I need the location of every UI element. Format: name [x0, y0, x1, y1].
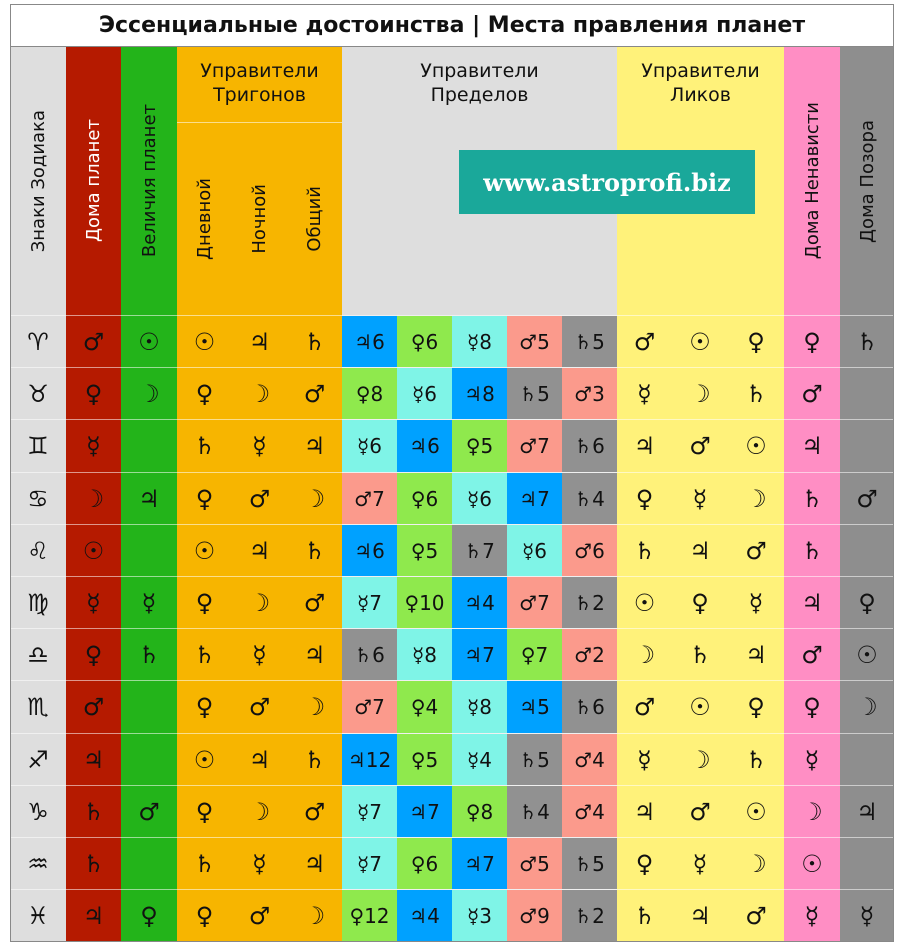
term-cell: ♂7 — [342, 681, 397, 733]
face-cell: ♃ — [745, 640, 767, 669]
sign-cell: ♋ — [27, 484, 49, 513]
exaltation-cell: ☉ — [138, 327, 160, 356]
face-cell: ☽ — [689, 745, 711, 774]
term-cell: ♂5 — [507, 838, 562, 889]
term-cell: ♃5 — [507, 681, 562, 733]
sign-cell: ♌ — [27, 536, 49, 565]
common-ruler-cell: ♃ — [303, 640, 326, 669]
header-houses-text: Дома планет — [83, 119, 104, 243]
house-cell: ♂ — [82, 693, 105, 721]
exaltation-cell: ☿ — [141, 588, 157, 617]
night-ruler-cell: ☿ — [252, 432, 267, 460]
face-cell: ☽ — [745, 849, 767, 878]
exaltation-cell — [121, 525, 177, 576]
face-cell: ♂ — [745, 901, 767, 930]
row-divider — [10, 941, 894, 942]
face-cell: ☿ — [637, 379, 652, 408]
term-cell: ♂7 — [342, 473, 397, 524]
night-ruler-cell: ♃ — [248, 745, 271, 774]
term-cell: ♀6 — [397, 473, 452, 524]
fall-cell — [840, 368, 894, 419]
day-ruler-cell: ♄ — [193, 432, 216, 460]
term-cell: ♃7 — [452, 838, 507, 889]
night-ruler-cell: ♃ — [248, 327, 271, 356]
header-night — [232, 122, 287, 315]
header-common-text: Общий — [304, 185, 325, 252]
day-ruler-cell: ♄ — [193, 640, 216, 669]
face-cell: ♄ — [745, 745, 767, 774]
header-signs-text: Знаки Зодиака — [27, 109, 49, 253]
house-cell: ♃ — [82, 745, 105, 774]
face-cell: ☿ — [637, 745, 652, 774]
term-cell: ♀10 — [397, 577, 452, 628]
common-ruler-cell: ♄ — [303, 536, 326, 565]
night-ruler-cell: ♃ — [248, 536, 271, 565]
face-cell: ♃ — [689, 901, 711, 930]
house-cell: ☽ — [82, 484, 105, 513]
term-cell: ♂7 — [507, 577, 562, 628]
night-ruler-cell: ☽ — [248, 797, 271, 826]
term-cell: ♀12 — [342, 890, 397, 941]
header-terms-group: Управители Пределов — [420, 60, 539, 106]
term-cell: ☿7 — [342, 838, 397, 889]
face-cell: ☿ — [692, 849, 708, 878]
detriment-cell: ♀ — [803, 327, 821, 356]
term-cell: ♃6 — [397, 420, 452, 472]
term-cell: ♂6 — [562, 525, 617, 576]
header-exaltation — [121, 47, 177, 315]
fall-cell — [840, 420, 894, 472]
house-cell: ☿ — [86, 432, 101, 460]
face-cell: ♂ — [745, 536, 767, 565]
common-ruler-cell: ♄ — [303, 745, 326, 774]
house-cell: ♄ — [82, 797, 105, 826]
face-cell: ♃ — [689, 536, 711, 565]
term-cell: ♃7 — [452, 629, 507, 680]
night-ruler-cell: ☿ — [252, 849, 267, 878]
face-cell: ♂ — [689, 797, 711, 826]
fall-cell — [840, 734, 894, 785]
term-cell: ♄5 — [562, 316, 617, 367]
detriment-cell: ♂ — [801, 640, 823, 669]
house-cell: ☿ — [86, 588, 101, 617]
house-cell: ♀ — [84, 379, 103, 408]
night-ruler-cell: ☽ — [248, 379, 271, 408]
detriment-cell: ☿ — [804, 745, 820, 774]
term-cell: ☿6 — [452, 473, 507, 524]
term-cell: ☿7 — [342, 577, 397, 628]
common-ruler-cell: ☽ — [303, 484, 326, 513]
term-cell: ♄2 — [562, 577, 617, 628]
face-cell: ♄ — [633, 536, 656, 565]
face-cell: ♂ — [633, 327, 656, 356]
common-ruler-cell: ♄ — [303, 327, 326, 356]
sign-cell: ♑ — [27, 797, 49, 826]
term-cell: ☿8 — [452, 316, 507, 367]
exaltation-cell — [121, 420, 177, 472]
term-cell: ♃8 — [452, 368, 507, 419]
sign-cell: ♏ — [27, 693, 49, 721]
day-ruler-cell: ♄ — [193, 849, 216, 878]
header-night-text: Ночной — [249, 183, 270, 254]
face-cell: ☉ — [633, 588, 656, 617]
term-cell: ♃7 — [397, 786, 452, 837]
term-cell: ♂9 — [507, 890, 562, 941]
header-common — [287, 122, 342, 315]
sign-cell: ♍ — [27, 588, 49, 617]
exaltation-cell: ♃ — [138, 484, 160, 513]
day-ruler-cell: ♀ — [195, 379, 214, 408]
common-ruler-cell: ♂ — [303, 588, 326, 617]
face-cell: ♃ — [633, 797, 656, 826]
face-cell: ♀ — [635, 849, 654, 878]
night-ruler-cell: ♂ — [248, 484, 271, 513]
day-ruler-cell: ♀ — [195, 484, 214, 513]
face-cell: ☽ — [689, 379, 711, 408]
face-cell: ☽ — [633, 640, 656, 669]
term-cell: ♃4 — [397, 890, 452, 941]
term-cell: ♃4 — [452, 577, 507, 628]
face-cell: ♄ — [633, 901, 656, 930]
detriment-cell: ♃ — [801, 588, 823, 617]
sign-cell: ♐ — [27, 745, 49, 774]
exaltation-cell — [121, 838, 177, 889]
day-ruler-cell: ♀ — [195, 693, 214, 721]
face-cell: ☽ — [745, 484, 767, 513]
term-cell: ♀8 — [342, 368, 397, 419]
term-cell: ♄4 — [562, 473, 617, 524]
sign-cell: ♒ — [27, 849, 49, 878]
common-ruler-cell: ☽ — [303, 901, 326, 930]
fall-cell: ♀ — [858, 588, 876, 617]
term-cell: ♀5 — [397, 734, 452, 785]
fall-cell: ♂ — [856, 484, 878, 513]
fall-cell: ☽ — [856, 693, 878, 721]
house-cell: ♀ — [84, 640, 103, 669]
website-banner[interactable]: www.astroprofi.biz — [459, 150, 755, 214]
sign-cell: ♎ — [27, 640, 49, 669]
term-cell: ☿8 — [397, 629, 452, 680]
term-cell: ♂4 — [562, 786, 617, 837]
term-cell: ♄6 — [562, 681, 617, 733]
face-cell: ♄ — [689, 640, 711, 669]
term-cell: ☿3 — [452, 890, 507, 941]
term-cell: ☿7 — [342, 786, 397, 837]
night-ruler-cell: ♂ — [248, 693, 271, 721]
sign-cell: ♊ — [27, 432, 49, 460]
header-day-text: Дневной — [194, 177, 215, 260]
term-cell: ♀6 — [397, 316, 452, 367]
fall-cell — [840, 838, 894, 889]
term-cell: ☿4 — [452, 734, 507, 785]
common-ruler-cell: ♃ — [303, 432, 326, 460]
face-cell: ☉ — [689, 693, 711, 721]
face-cell: ☉ — [689, 327, 711, 356]
face-cell: ☉ — [745, 797, 767, 826]
term-cell: ♄5 — [507, 734, 562, 785]
header-detriment-text: Дома Ненависти — [801, 102, 823, 260]
header-triplicity-group: Управители Тригонов — [200, 60, 319, 106]
term-cell: ♃7 — [507, 473, 562, 524]
term-cell: ♄4 — [507, 786, 562, 837]
night-ruler-cell: ☿ — [252, 640, 267, 669]
term-cell: ♀4 — [397, 681, 452, 733]
house-cell: ♄ — [82, 849, 105, 878]
face-cell: ♀ — [747, 693, 765, 721]
fall-cell: ♃ — [856, 797, 878, 826]
term-cell: ♄2 — [562, 890, 617, 941]
header-day — [177, 122, 232, 315]
day-ruler-cell: ☉ — [193, 745, 216, 774]
exaltation-cell — [121, 681, 177, 733]
house-cell: ♃ — [82, 901, 105, 930]
term-cell: ♂7 — [507, 420, 562, 472]
detriment-cell: ♄ — [801, 484, 823, 513]
detriment-cell: ☉ — [801, 849, 823, 878]
detriment-cell: ♄ — [801, 536, 823, 565]
sign-cell: ♓ — [27, 901, 49, 930]
exaltation-cell — [121, 734, 177, 785]
fall-cell: ☉ — [856, 640, 878, 669]
common-ruler-cell: ☽ — [303, 693, 326, 721]
house-cell: ☉ — [82, 536, 105, 565]
face-cell: ♀ — [635, 484, 654, 513]
term-cell: ♃6 — [342, 525, 397, 576]
common-ruler-cell: ♂ — [303, 797, 326, 826]
day-ruler-cell: ☉ — [193, 536, 216, 565]
house-cell: ♂ — [82, 327, 105, 356]
fall-cell: ♄ — [856, 327, 878, 356]
sign-cell: ♉ — [27, 379, 49, 408]
detriment-cell: ☿ — [804, 901, 820, 930]
term-cell: ♂5 — [507, 316, 562, 367]
face-cell: ♂ — [633, 693, 656, 721]
header-houses — [66, 47, 121, 315]
detriment-cell: ☽ — [801, 797, 823, 826]
exaltation-cell: ♂ — [138, 797, 160, 826]
fall-cell: ☿ — [859, 901, 875, 930]
header-fall — [840, 47, 894, 315]
term-cell: ☿6 — [342, 420, 397, 472]
table-title: Эссенциальные достоинства | Места правления планет — [98, 12, 806, 38]
face-cell: ♂ — [689, 432, 711, 460]
face-cell: ☉ — [745, 432, 767, 460]
day-ruler-cell: ☉ — [193, 327, 216, 356]
term-cell: ♃6 — [342, 316, 397, 367]
term-cell: ☿6 — [507, 525, 562, 576]
day-ruler-cell: ♀ — [195, 588, 214, 617]
term-cell: ♂2 — [562, 629, 617, 680]
term-cell: ♀6 — [397, 838, 452, 889]
header-detriment — [784, 47, 840, 315]
term-cell: ♄6 — [562, 420, 617, 472]
term-cell: ♄6 — [342, 629, 397, 680]
term-cell: ♀8 — [452, 786, 507, 837]
face-cell: ☿ — [692, 484, 708, 513]
common-ruler-cell: ♃ — [303, 849, 326, 878]
term-cell: ♃12 — [342, 734, 397, 785]
term-cell: ♂3 — [562, 368, 617, 419]
exaltation-cell: ♄ — [138, 640, 160, 669]
header-signs — [10, 47, 66, 315]
term-cell: ☿6 — [397, 368, 452, 419]
detriment-cell: ♀ — [803, 693, 821, 721]
exaltation-cell: ☽ — [138, 379, 160, 408]
night-ruler-cell: ♂ — [248, 901, 271, 930]
common-ruler-cell: ♂ — [303, 379, 326, 408]
term-cell: ♀5 — [397, 525, 452, 576]
term-cell: ♂4 — [562, 734, 617, 785]
triplicity-header-divider — [177, 122, 342, 123]
header-fall-text: Дома Позора — [856, 119, 878, 243]
header-exaltation-text: Величия планет — [138, 104, 160, 258]
term-cell: ♄5 — [562, 838, 617, 889]
detriment-cell: ♃ — [801, 432, 823, 460]
face-cell: ♀ — [747, 327, 765, 356]
term-cell: ☿8 — [452, 681, 507, 733]
face-cell: ☿ — [748, 588, 764, 617]
term-cell: ♀5 — [452, 420, 507, 472]
term-cell: ♄5 — [507, 368, 562, 419]
day-ruler-cell: ♀ — [195, 901, 214, 930]
term-cell: ♀7 — [507, 629, 562, 680]
header-faces-group: Управители Ликов — [641, 60, 760, 106]
day-ruler-cell: ♀ — [195, 797, 214, 826]
face-cell: ♀ — [691, 588, 709, 617]
fall-cell — [840, 525, 894, 576]
sign-cell: ♈ — [27, 327, 49, 356]
detriment-cell: ♂ — [801, 379, 823, 408]
face-cell: ♄ — [745, 379, 767, 408]
night-ruler-cell: ☽ — [248, 588, 271, 617]
exaltation-cell: ♀ — [140, 901, 158, 930]
face-cell: ♃ — [633, 432, 656, 460]
term-cell: ♄7 — [452, 525, 507, 576]
